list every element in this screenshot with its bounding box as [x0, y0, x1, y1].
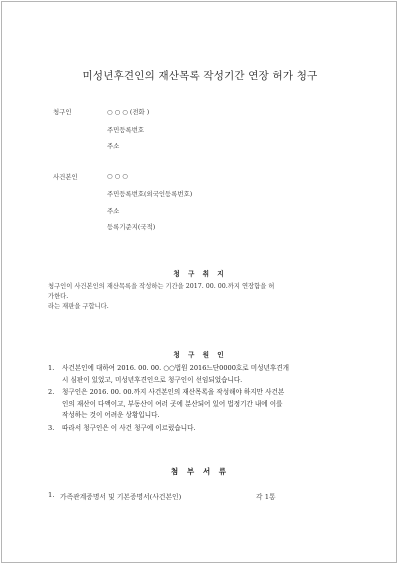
purpose-line: 가한다.: [48, 293, 69, 300]
cause-line: 사건본인에 대하여 2016. 00. 00. ○○법원 2016느단0000호로 미성년후견개: [62, 364, 289, 372]
cause-line: 청구인은 2016. 00. 00.까지 사건본인의 재산목록을 작성해야 하지만 사건본: [62, 388, 285, 396]
cause-item-number: 3.: [48, 424, 55, 432]
attachment-number: 1.: [48, 491, 55, 499]
petitioner-address: 주소: [107, 142, 120, 150]
cause-heading: 청 구 원 인: [173, 351, 227, 359]
cause-line: 인의 재산이 다액이고, 부동산이 여러 곳에 분산되어 있어 법정기간 내에 이를: [62, 399, 283, 408]
purpose-text: [48, 282, 358, 312]
cause-line: 작성하는 것이 어려운 상황입니다.: [62, 411, 160, 419]
attachment-quantity: 각 1통: [256, 493, 276, 501]
petitioner-label: 청구인: [53, 108, 72, 116]
principal-id-number: 주민등록번호(외국인등록번호): [107, 190, 193, 198]
cause-line: 따라서 청구인은 이 사건 청구에 이르렀습니다.: [62, 424, 196, 432]
principal-address: 주소: [107, 207, 120, 215]
principal-name: ○ ○ ○: [107, 172, 128, 180]
cause-line: 시 심판이 있었고, 미성년후견인으로 청구인이 선임되었습니다.: [62, 375, 243, 384]
petitioner-id-number: 주민등록번호: [107, 126, 145, 134]
purpose-line: 청구인이 사건본인의 재산목록을 작성하는 기간을 2017. 00. 00.까지 연장함을 허: [48, 283, 275, 290]
cause-item-2: [62, 387, 284, 422]
attachments-heading: 첨 부 서 류: [170, 467, 230, 476]
principal-label: 사건본인: [53, 173, 78, 181]
petitioner-name-phone: ○ ○ ○ (전화 ): [107, 108, 150, 116]
document-title: 미성년후견인의 재산목록 작성기간 연장 허가 청구: [82, 70, 318, 82]
purpose-line: 라는 재판을 구합니다.: [48, 303, 109, 310]
cause-item-number: 1.: [48, 364, 55, 372]
cause-item-1: [62, 363, 289, 386]
cause-item-3: [62, 423, 196, 435]
principal-registration-base: 등록기준지(국적): [107, 223, 156, 231]
cause-item-number: 2.: [48, 388, 55, 396]
purpose-heading: 청 구 취 지: [173, 270, 227, 278]
attachment-name: 가족관계증명서 및 기본증명서(사건본인): [60, 493, 182, 501]
